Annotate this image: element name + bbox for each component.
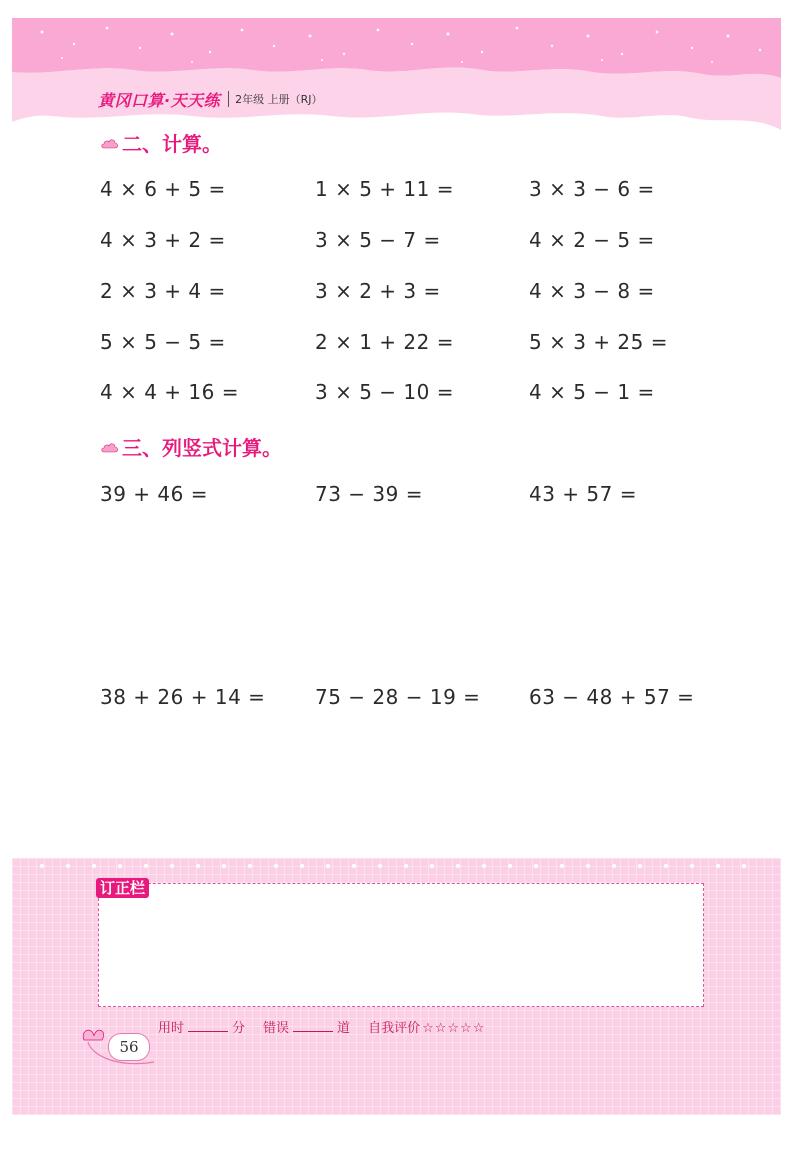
footer-dot-border — [12, 858, 781, 880]
problem: 73 − 39 = — [315, 482, 423, 506]
cloud-icon — [100, 137, 120, 149]
time-blank[interactable] — [188, 1019, 228, 1032]
brand-title: 黄冈口算·天天练 — [98, 90, 221, 110]
time-label: 用时 — [158, 1021, 185, 1036]
section-title-vertical — [100, 432, 282, 461]
page-number: 56 — [108, 1033, 150, 1061]
section-title-calc — [100, 128, 222, 157]
problem: 4 × 3 + 2 = — [100, 228, 226, 252]
problem: 75 − 28 − 19 = — [315, 685, 481, 709]
time-unit: 分 — [232, 1021, 246, 1036]
cloud-icon — [100, 441, 120, 453]
problem: 3 × 5 − 10 = — [315, 380, 454, 404]
problem: 2 × 1 + 22 = — [315, 330, 454, 354]
header-banner — [12, 18, 781, 130]
section-title-text: 二、计算。 — [122, 132, 222, 156]
errors-label: 错误 — [263, 1021, 290, 1036]
problem: 3 × 3 − 6 = — [529, 177, 655, 201]
problem: 63 − 48 + 57 = — [529, 685, 695, 709]
problem: 4 × 3 − 8 = — [529, 279, 655, 303]
errors-unit: 道 — [337, 1021, 351, 1036]
brand-bar — [98, 89, 322, 109]
correction-box[interactable] — [98, 883, 704, 1007]
problem: 4 × 5 − 1 = — [529, 380, 655, 404]
problem: 4 × 2 − 5 = — [529, 228, 655, 252]
problem: 43 + 57 = — [529, 482, 637, 506]
problem: 1 × 5 + 11 = — [315, 177, 454, 201]
problem: 3 × 5 − 7 = — [315, 228, 441, 252]
problem: 39 + 46 = — [100, 482, 208, 506]
section-title-text: 三、列竖式计算。 — [122, 436, 282, 460]
rating-stars[interactable]: ☆☆☆☆☆ — [422, 1021, 486, 1036]
brand-divider — [228, 91, 229, 107]
self-eval-label: 自我评价 — [368, 1021, 421, 1036]
problem: 5 × 3 + 25 = — [529, 330, 668, 354]
problem: 4 × 4 + 16 = — [100, 380, 239, 404]
footer-stats — [158, 1017, 485, 1036]
problem: 38 + 26 + 14 = — [100, 685, 266, 709]
grade-label: 2年级 上册（RJ） — [235, 93, 323, 106]
banner-cloud-background — [12, 18, 781, 130]
errors-blank[interactable] — [293, 1019, 333, 1032]
problem: 4 × 6 + 5 = — [100, 177, 226, 201]
problem: 3 × 2 + 3 = — [315, 279, 441, 303]
problem: 5 × 5 − 5 = — [100, 330, 226, 354]
correction-label: 订正栏 — [96, 878, 149, 898]
problem: 2 × 3 + 4 = — [100, 279, 226, 303]
